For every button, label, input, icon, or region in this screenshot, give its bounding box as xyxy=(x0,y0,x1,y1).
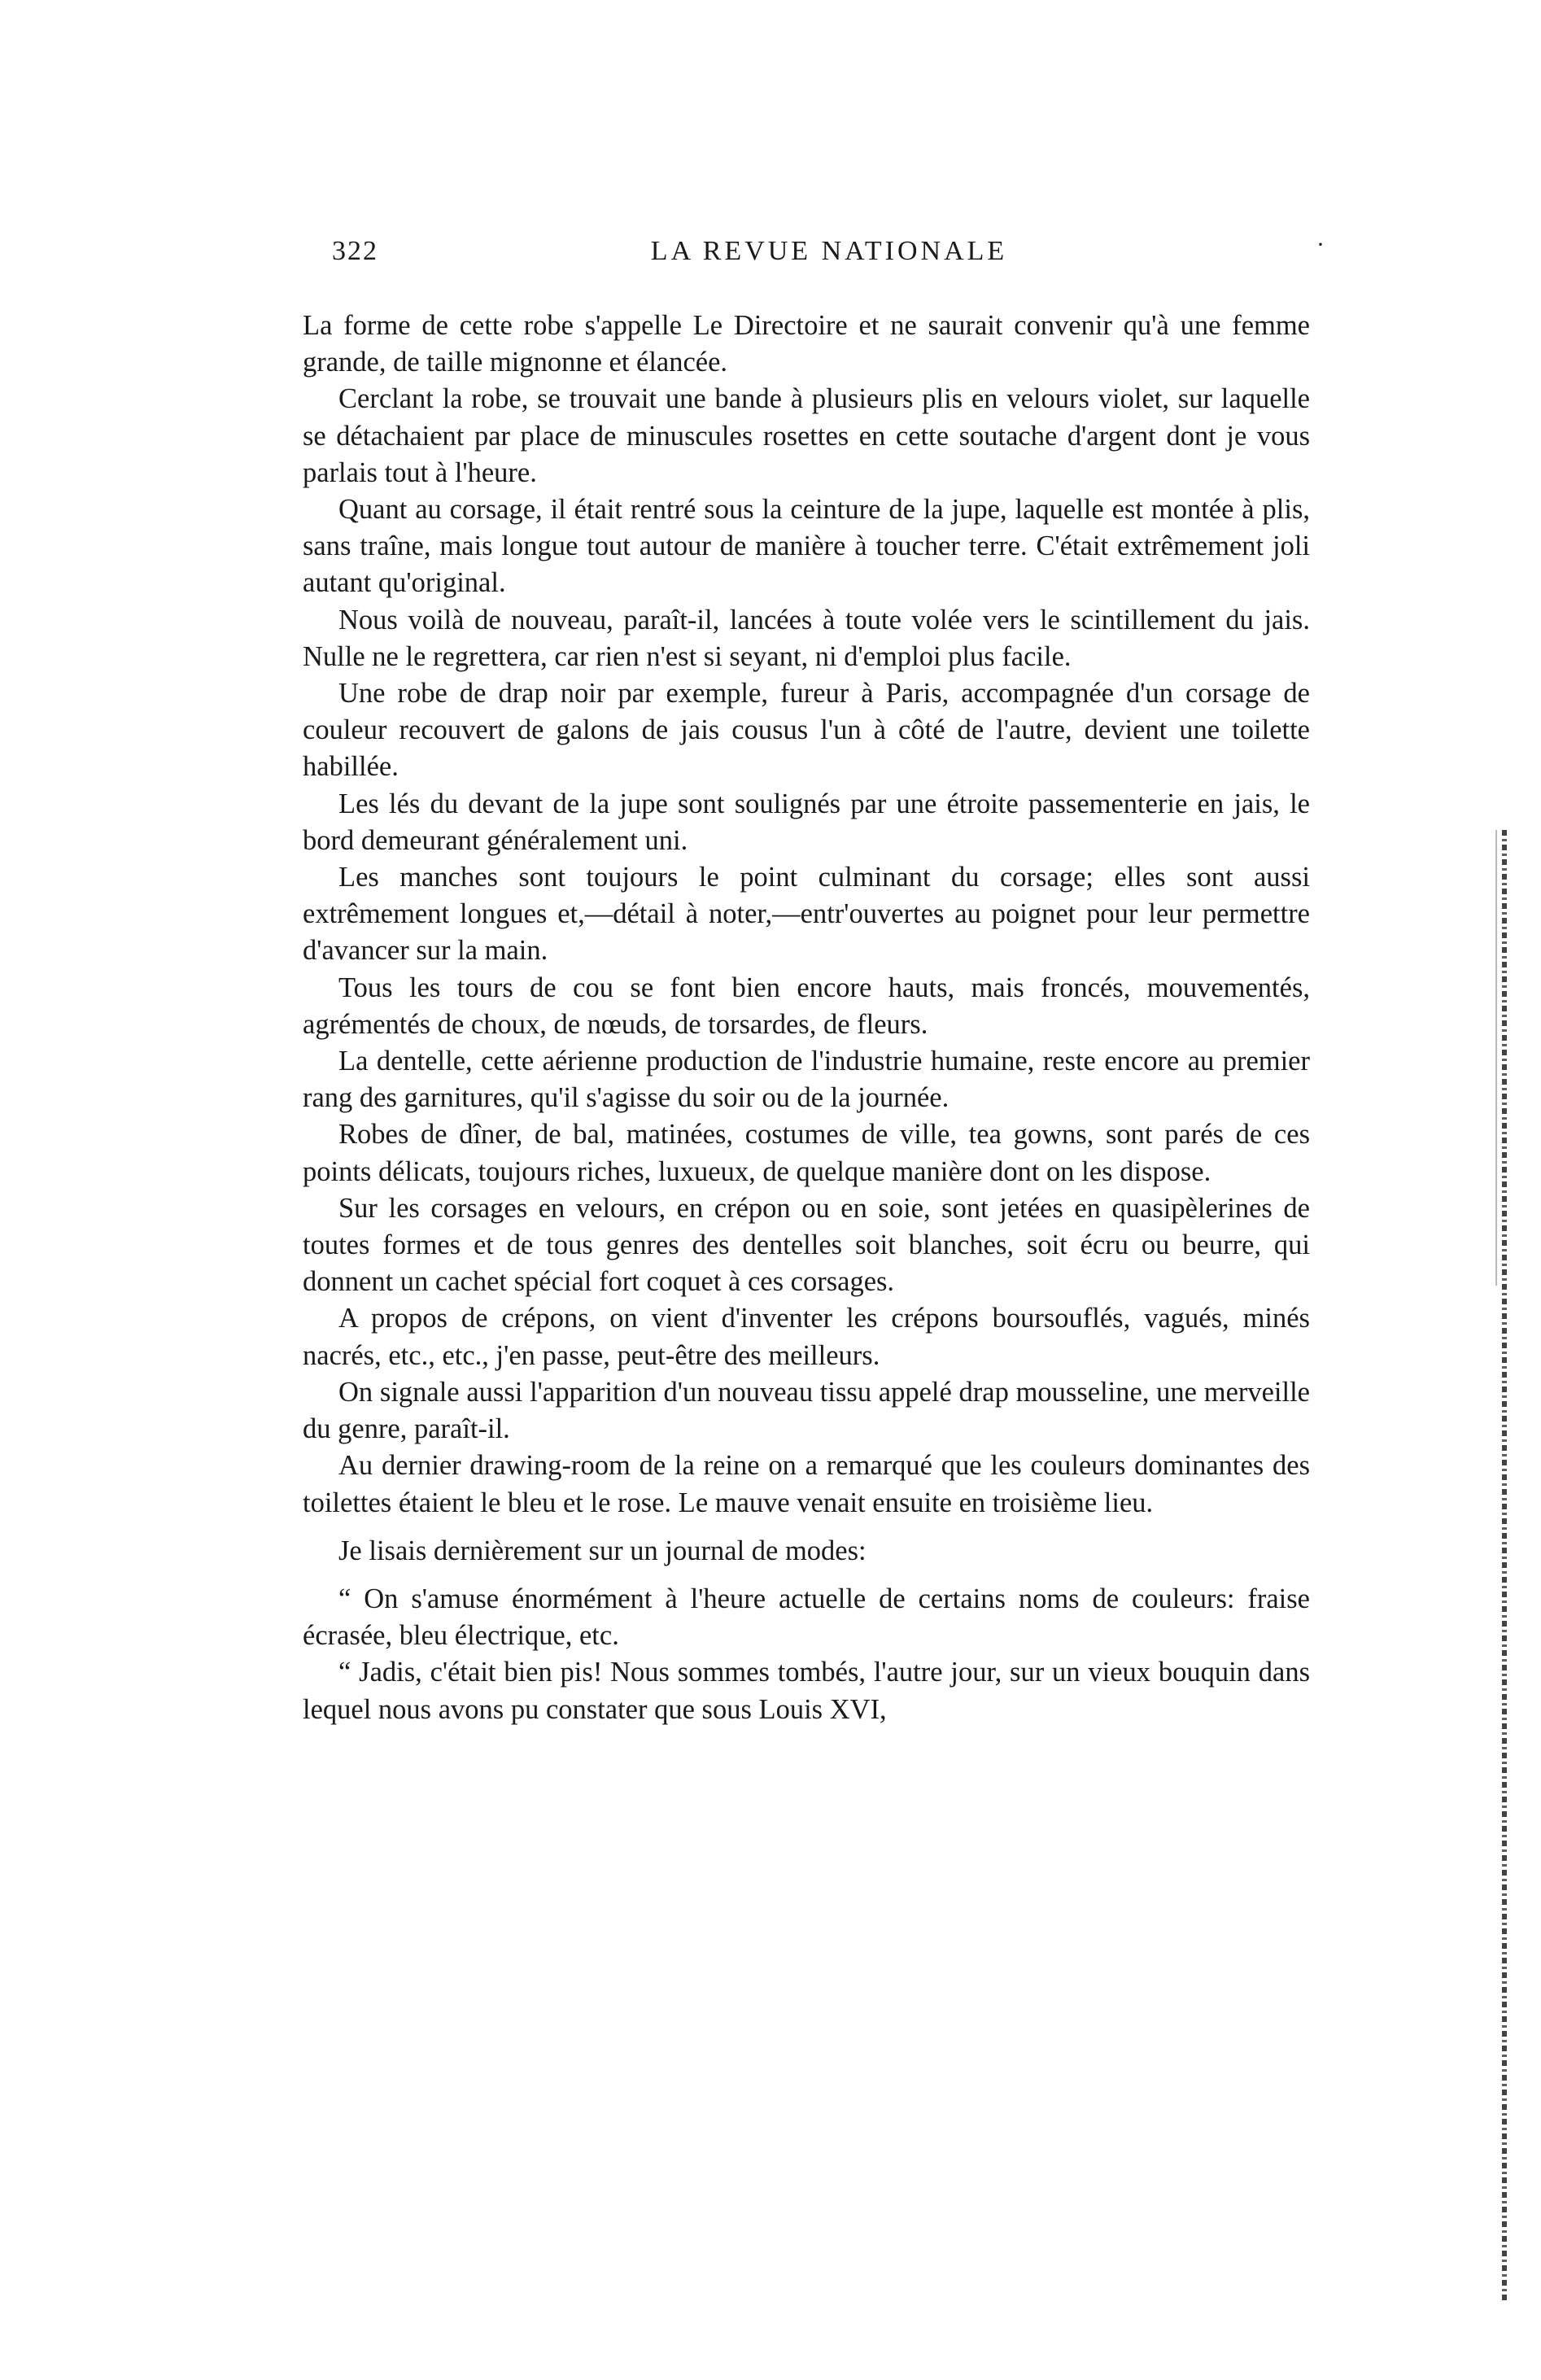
paragraph: La dentelle, cette aérienne production de l'industrie humaine, reste encore au premier rang des garnitures, qu'il s'agisse du soir ou de la journée. xyxy=(303,1046,1310,1114)
paragraph: On signale aussi l'apparition d'un nouveau tissu appelé drap mousseline, une merveille du genre, paraît-il. xyxy=(303,1376,1310,1445)
paragraph: Les manches sont toujours le point culminant du corsage; elles sont aussi extrêmement longues et,—détail à noter,—entr'ouvertes au poignet pour leur permettre d'avancer sur la main. xyxy=(303,862,1310,967)
quote-paragraph: “ Jadis, c'était bien pis! Nous sommes tombés, l'autre jour, sur un vieux bouquin dans lequel nous avons pu constater que sous Louis XVI, xyxy=(303,1657,1310,1725)
paragraph: Je lisais dernièrement sur un journal de modes: xyxy=(338,1535,867,1566)
paragraph: Quant au corsage, il était rentré sous la ceinture de la jupe, laquelle est montée à plis, sans traîne, mais longue tout autour de manière à toucher terre. C'était extrêmement joli autant qu'original. xyxy=(303,494,1310,599)
paragraph: La forme de cette robe s'appelle Le Directoire et ne saurait convenir qu'à une femme grande, de taille mignonne et élancée. xyxy=(303,310,1310,378)
running-title: LA REVUE NATIONALE xyxy=(650,236,1008,266)
paragraph: Tous les tours de cou se font bien encore hauts, mais froncés, mouvementés, agrémentés de choux, de nœuds, de torsardes, de fleurs. xyxy=(303,972,1310,1040)
paragraph: A propos de crépons, on vient d'inventer les crépons boursouflés, vagués, minés nacrés, etc., etc., j'en passe, peut-être des meilleurs. xyxy=(303,1303,1310,1371)
page-header xyxy=(332,231,1326,277)
paragraph: Une robe de drap noir par exemple, fureur à Paris, accompagnée d'un corsage de couleur recouvert de galons de jais cousus l'un à côté de l'autre, devient une toilette habillée. xyxy=(303,678,1310,783)
paragraph: Sur les corsages en velours, en crépon ou en soie, sont jetées en quasipèlerines de toutes formes et de tous genres des dentelles soit blanches, soit écru ou beurre, qui donnent un cachet spécial fort coquet à ces corsages. xyxy=(303,1192,1310,1298)
paragraph: Cerclant la robe, se trouvait une bande à plusieurs plis en velours violet, sur laquelle se détachaient par place de minuscules rosettes en cette soutache d'argent dont je vous parlais tout à l'heure. xyxy=(303,383,1310,488)
quote-paragraph: “ On s'amuse énormément à l'heure actuelle de certains noms de couleurs: fraise écrasée, bleu électrique, etc. xyxy=(303,1583,1310,1652)
paragraph: Robes de dîner, de bal, matinées, costumes de ville, tea gowns, sont parés de ces points délicats, toujours riches, luxueux, de quelque manière dont on les dispose. xyxy=(303,1119,1310,1187)
page-number: 322 xyxy=(332,236,378,266)
scan-edge-artifact xyxy=(1502,830,1507,2303)
paragraph: Les lés du devant de la jupe sont soulignés par une étroite passementerie en jais, le bord demeurant généralement uni. xyxy=(303,788,1310,856)
header-mark: · xyxy=(1316,231,1326,258)
scan-edge-line xyxy=(1495,830,1497,1286)
paragraph: Au dernier drawing-room de la reine on a remarqué que les couleurs dominantes des toilettes étaient le bleu et le rose. Le mauve venait ensuite en troisième lieu. xyxy=(303,1450,1310,1518)
body-text xyxy=(303,308,1310,1728)
paragraph: Nous voilà de nouveau, paraît-il, lancées à toute volée vers le scintillement du jais. Nulle ne le regrettera, car rien n'est si seyant, ni d'emploi plus facile. xyxy=(303,604,1310,672)
